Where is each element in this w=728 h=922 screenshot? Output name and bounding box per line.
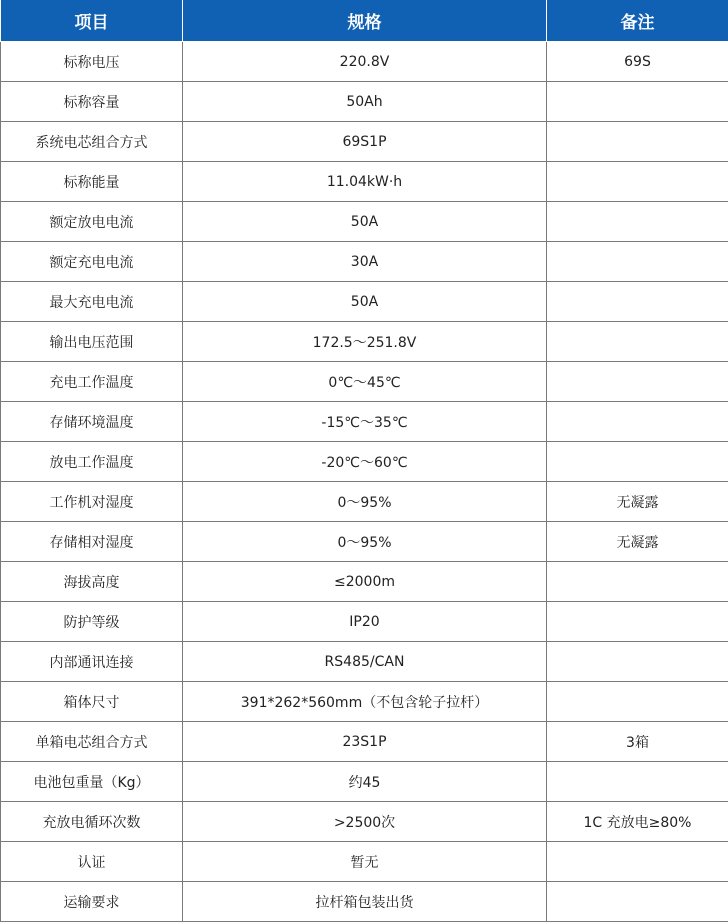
item-cell: 标称电压: [1, 42, 183, 82]
spec-cell: 391*262*560mm（不包含轮子拉杆）: [183, 682, 547, 722]
table-row: [1, 82, 728, 122]
note-cell: [547, 242, 728, 282]
note-cell: [547, 282, 728, 322]
note-cell: [547, 162, 728, 202]
note-cell: [547, 82, 728, 122]
table-row: [1, 762, 728, 802]
item-cell: 系统电芯组合方式: [1, 122, 183, 162]
item-cell: 最大充电电流: [1, 282, 183, 322]
header-row: [1, 0, 728, 42]
item-cell: 认证: [1, 842, 183, 882]
spec-cell: -15℃～35℃: [183, 402, 547, 442]
spec-cell: -20℃～60℃: [183, 442, 547, 482]
spec-cell: 0～95%: [183, 482, 547, 522]
note-cell: [547, 362, 728, 402]
item-cell: 海拔高度: [1, 562, 183, 602]
note-cell: 无凝露: [547, 522, 728, 562]
note-cell: [547, 442, 728, 482]
note-cell: 无凝露: [547, 482, 728, 522]
note-cell: [547, 842, 728, 882]
note-cell: [547, 322, 728, 362]
item-cell: 工作机对湿度: [1, 482, 183, 522]
table-row: [1, 362, 728, 402]
spec-cell: 暂无: [183, 842, 547, 882]
note-cell: [547, 202, 728, 242]
note-cell: [547, 122, 728, 162]
note-cell: [547, 882, 728, 922]
header-note: 备注: [547, 0, 728, 42]
item-cell: 充放电循环次数: [1, 802, 183, 842]
spec-cell: 0～95%: [183, 522, 547, 562]
item-cell: 标称能量: [1, 162, 183, 202]
item-cell: 电池包重量（Kg）: [1, 762, 183, 802]
header-item: 项目: [1, 0, 183, 42]
item-cell: 额定充电电流: [1, 242, 183, 282]
spec-cell: 30A: [183, 242, 547, 282]
table-row: [1, 482, 728, 522]
item-cell: 存储环境温度: [1, 402, 183, 442]
table-row: [1, 842, 728, 882]
item-cell: 额定放电电流: [1, 202, 183, 242]
spec-cell: 0℃～45℃: [183, 362, 547, 402]
spec-cell: 172.5～251.8V: [183, 322, 547, 362]
table-row: [1, 802, 728, 842]
table-row: [1, 402, 728, 442]
spec-cell: 50A: [183, 282, 547, 322]
table-row: [1, 442, 728, 482]
spec-cell: RS485/CAN: [183, 642, 547, 682]
item-cell: 充电工作温度: [1, 362, 183, 402]
note-cell: [547, 682, 728, 722]
item-cell: 内部通讯连接: [1, 642, 183, 682]
spec-cell: 50Ah: [183, 82, 547, 122]
table-row: [1, 562, 728, 602]
item-cell: 存储相对湿度: [1, 522, 183, 562]
table-row: [1, 522, 728, 562]
table-row: [1, 162, 728, 202]
item-cell: 箱体尺寸: [1, 682, 183, 722]
table-row: [1, 602, 728, 642]
note-cell: [547, 562, 728, 602]
spec-cell: 50A: [183, 202, 547, 242]
spec-cell: ≤2000m: [183, 562, 547, 602]
note-cell: 1C 充放电≥80%: [547, 802, 728, 842]
note-cell: [547, 762, 728, 802]
spec-cell: 220.8V: [183, 42, 547, 82]
table-row: [1, 642, 728, 682]
item-cell: 标称容量: [1, 82, 183, 122]
spec-cell: 11.04kW·h: [183, 162, 547, 202]
table-row: [1, 682, 728, 722]
note-cell: [547, 602, 728, 642]
item-cell: 输出电压范围: [1, 322, 183, 362]
note-cell: [547, 402, 728, 442]
header-spec: 规格: [183, 0, 547, 42]
spec-cell: 拉杆箱包装出货: [183, 882, 547, 922]
table-row: [1, 202, 728, 242]
item-cell: 防护等级: [1, 602, 183, 642]
spec-cell: 69S1P: [183, 122, 547, 162]
spec-cell: IP20: [183, 602, 547, 642]
item-cell: 单箱电芯组合方式: [1, 722, 183, 762]
spec-cell: >2500次: [183, 802, 547, 842]
note-cell: 69S: [547, 42, 728, 82]
table-row: [1, 882, 728, 922]
spec-cell: 23S1P: [183, 722, 547, 762]
table-row: [1, 242, 728, 282]
table-row: [1, 122, 728, 162]
note-cell: 3箱: [547, 722, 728, 762]
table-row: [1, 42, 728, 82]
spec-cell: 约45: [183, 762, 547, 802]
table-row: [1, 282, 728, 322]
item-cell: 放电工作温度: [1, 442, 183, 482]
table-row: [1, 322, 728, 362]
item-cell: 运输要求: [1, 882, 183, 922]
table-row: [1, 722, 728, 762]
note-cell: [547, 642, 728, 682]
